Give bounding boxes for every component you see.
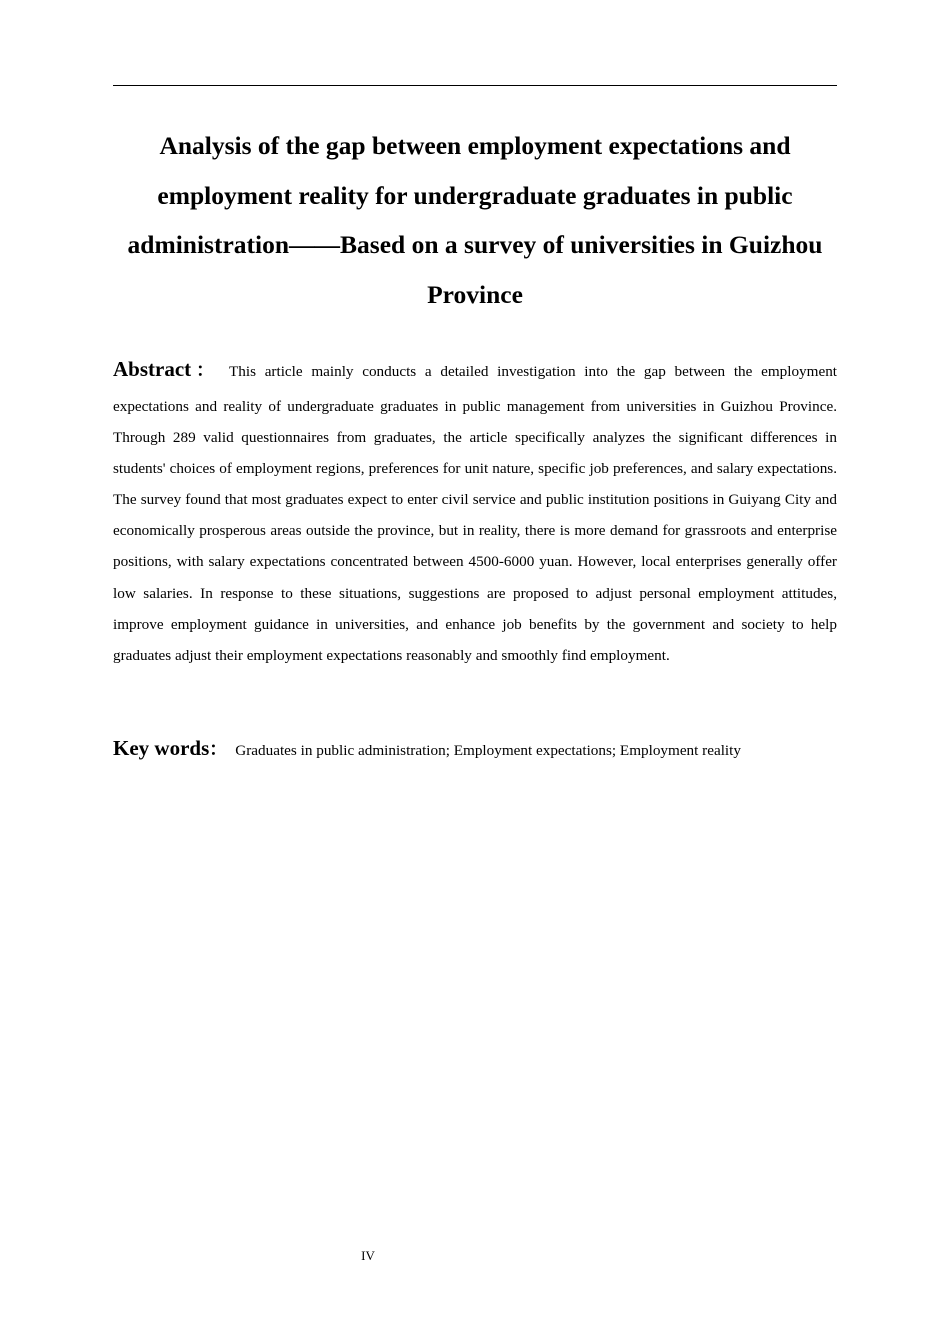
keywords-separator: ： — [209, 739, 228, 759]
abstract-body: expectations and reality of undergraduate graduates in public management from universities in Guizhou Province. Through 289 valid questionnaires from graduates, the article specifically analyzes the significant differences in students' choices of employment regions, preferences for unit nature, specific job preferences, and salary expectations. The survey found that most graduates expect to enter civil service and public institution positions in Guiyang City and economically prosperous areas outside the province, but in reality, there is more demand for grassroots and enterprise positions, with salary expectations concentrated between 4500-6000 yuan. However, local enterprises generally offer low salaries. In response to these situations, suggestions are proposed to adjust personal employment attitudes, improve employment guidance in universities, and enhance job benefits by the government and society to help graduates adjust their employment expectations reasonably and smoothly find employment. — [113, 398, 837, 664]
abstract-separator: ： — [191, 360, 219, 380]
keywords-section — [113, 732, 837, 767]
abstract-first-line — [113, 351, 837, 391]
keywords-label: Key words — [113, 736, 210, 760]
abstract-section — [113, 351, 837, 671]
keywords-text: Graduates in public administration; Employment expectations; Employment reality — [235, 742, 741, 759]
abstract-first-line-text: This article mainly conducts a detailed investigation into the gap between the employment — [228, 363, 838, 380]
abstract-label: Abstract — [113, 357, 192, 381]
page-number: IV — [361, 1248, 375, 1263]
paper-title: Analysis of the gap between employment expectations and employment reality for undergraduate graduates in public administration——Based on a survey of universities in Guizhou Province — [127, 131, 823, 309]
header-rule — [113, 85, 837, 86]
